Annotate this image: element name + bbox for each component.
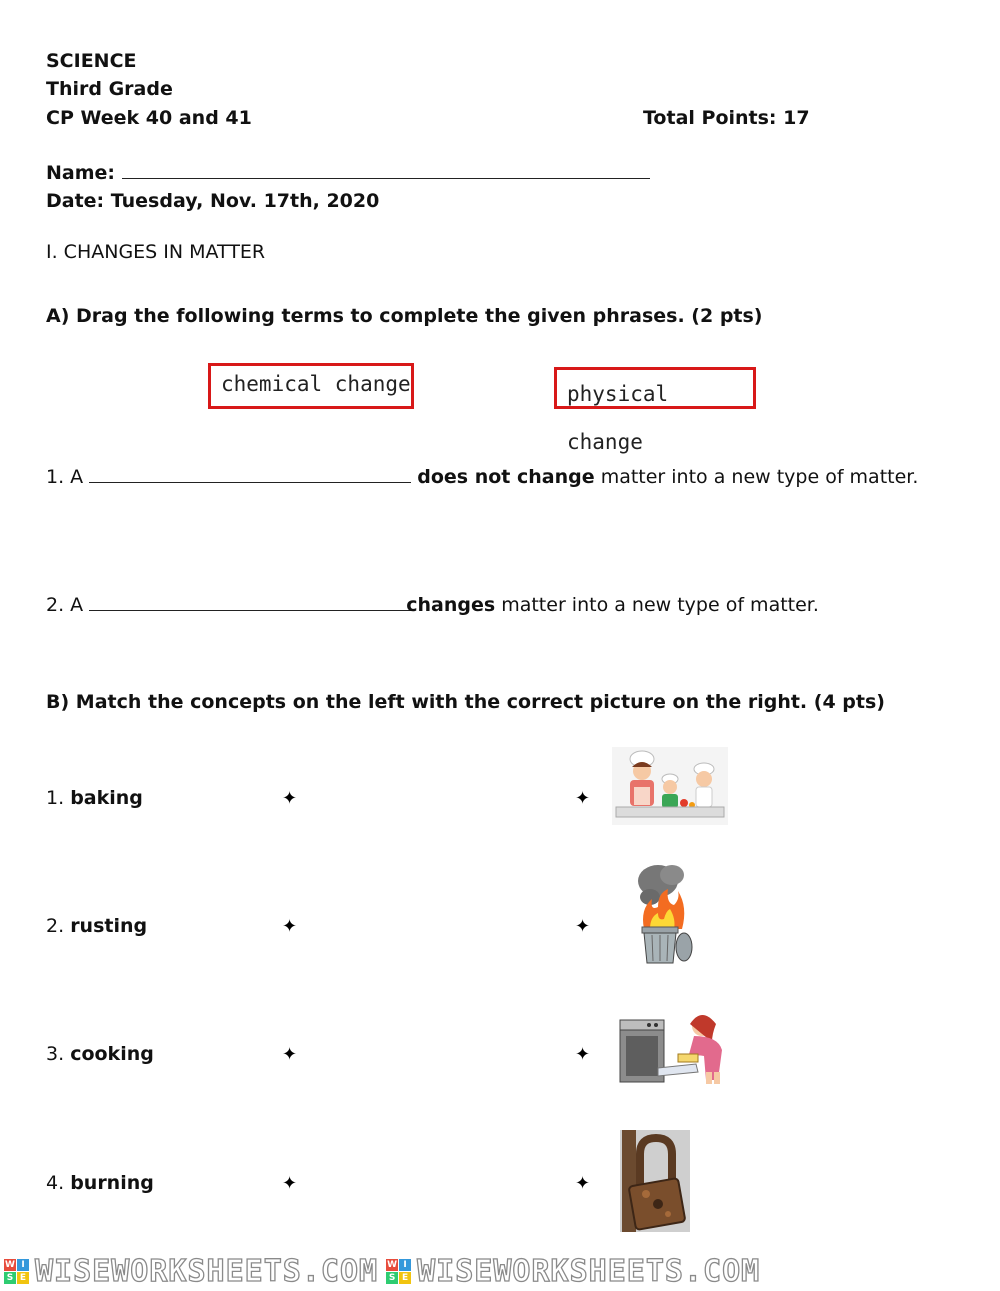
name-label: Name:: [46, 162, 116, 184]
grade-label: Third Grade: [46, 78, 173, 100]
left-match-dot-2[interactable]: ✦: [282, 916, 298, 937]
part-b-instruction: B) Match the concepts on the left with the correct picture on the right. (4 pts): [46, 691, 885, 713]
logo-letter: I: [17, 1259, 29, 1271]
match-item-rusting: [46, 915, 147, 937]
match-num: 2.: [46, 915, 65, 937]
match-num: 3.: [46, 1043, 65, 1065]
logo-letter: E: [399, 1272, 411, 1284]
part-a-instruction: A) Drag the following terms to complete the given phrases. (2 pts): [46, 305, 763, 327]
item-1-rest: matter into a new type of matter.: [600, 466, 919, 488]
rusty-padlock-picture: [620, 1130, 690, 1232]
match-word: rusting: [70, 915, 148, 937]
subject-label: SCIENCE: [46, 50, 137, 72]
brand-text: WISEWORKSHEETS.COM: [35, 1254, 379, 1289]
right-match-dot-3[interactable]: ✦: [575, 1044, 591, 1065]
logo-letter: I: [399, 1259, 411, 1271]
woman-baking-oven-picture: [618, 1010, 738, 1086]
family-cooking-picture: [612, 747, 728, 825]
right-match-dot-2[interactable]: ✦: [575, 916, 591, 937]
term-chemical-change[interactable]: chemical change: [208, 363, 414, 409]
week-label: CP Week 40 and 41: [46, 107, 252, 129]
date-label: Date: Tuesday, Nov. 17th, 2020: [46, 190, 380, 212]
match-word: burning: [70, 1172, 154, 1194]
item-1-prefix: 1. A: [46, 466, 84, 488]
match-item-burning: [46, 1172, 154, 1194]
part-a-item-2: [46, 594, 819, 616]
item-2-prefix: 2. A: [46, 594, 84, 616]
name-input-line[interactable]: [122, 162, 650, 179]
brand-square-icon: [386, 1259, 411, 1284]
name-row: [46, 162, 650, 184]
right-match-dot-1[interactable]: ✦: [575, 788, 591, 809]
burning-trash-can-picture: [636, 863, 696, 967]
right-match-dot-4[interactable]: ✦: [575, 1173, 591, 1194]
logo-letter: W: [387, 1260, 398, 1270]
match-num: 4.: [46, 1172, 65, 1194]
brand-logo-1: [4, 1254, 378, 1289]
logo-letter: W: [5, 1260, 15, 1270]
left-match-dot-3[interactable]: ✦: [282, 1044, 298, 1065]
left-match-dot-4[interactable]: ✦: [282, 1173, 298, 1194]
item-1-drop-zone[interactable]: [89, 466, 411, 483]
item-2-drop-zone[interactable]: [89, 594, 411, 611]
logo-letter: S: [4, 1272, 16, 1284]
logo-letter: E: [17, 1272, 29, 1284]
brand-square-icon: [4, 1259, 29, 1284]
item-2-bold: changes: [406, 594, 496, 616]
section-title: I. CHANGES IN MATTER: [46, 241, 266, 263]
brand-text: WISEWORKSHEETS.COM: [417, 1254, 761, 1289]
match-word: baking: [70, 787, 143, 809]
match-num: 1.: [46, 787, 65, 809]
match-item-baking: [46, 787, 143, 809]
part-a-item-1: [46, 466, 918, 488]
brand-logo-2: [386, 1254, 760, 1289]
term-physical-change[interactable]: physical change: [554, 367, 756, 409]
item-2-rest: matter into a new type of matter.: [501, 594, 819, 616]
total-points: Total Points: 17: [643, 107, 810, 129]
left-match-dot-1[interactable]: ✦: [282, 788, 298, 809]
footer-watermark: [0, 1252, 1000, 1291]
match-item-cooking: [46, 1043, 154, 1065]
match-word: cooking: [70, 1043, 154, 1065]
logo-letter: S: [386, 1272, 398, 1284]
item-1-bold: does not change: [417, 466, 595, 488]
